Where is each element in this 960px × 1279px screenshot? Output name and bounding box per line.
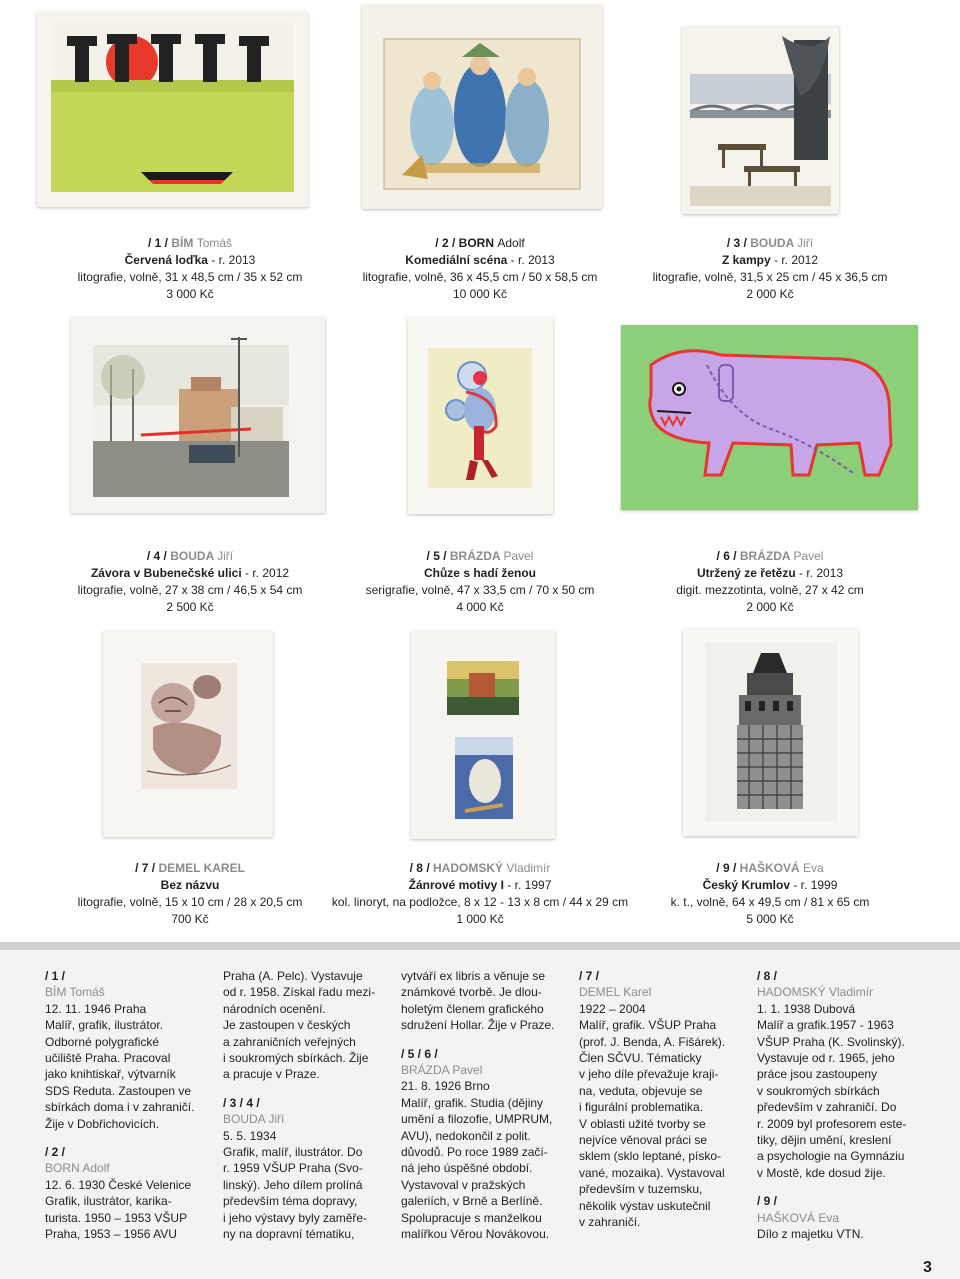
artwork-caption-4 <box>40 548 340 616</box>
artwork-title: Utržený ze řetězu <box>696 566 796 580</box>
bio-line: Žije v Dobřichovicích. <box>45 1116 160 1131</box>
author-first-name: KAREL <box>203 861 245 875</box>
bio-line: i jeho výstavy byly zaměře- <box>223 1210 368 1225</box>
bio-line: galeriích, v Brně a Berlíně. <box>401 1194 543 1209</box>
author-first-name: Jiří <box>217 549 234 563</box>
bio-line: 21. 8. 1926 Brno <box>401 1079 490 1094</box>
artwork-price: 2 000 Kč <box>746 600 794 614</box>
bio-column-2 <box>223 968 388 1243</box>
bio-line: a zahraničních veřejných <box>223 1034 356 1049</box>
author-surname: BORN <box>458 236 494 250</box>
artwork-year: r. 2013 <box>218 253 256 267</box>
bio-line: sbírkách doma i v zahraničí. <box>45 1100 195 1115</box>
artwork-image-4 <box>71 317 325 513</box>
bio-line: práce jsou zastoupeny <box>757 1067 878 1082</box>
author-surname: BOUDA <box>750 236 794 250</box>
artwork-heading: / 3 / BOUDA Jiří <box>726 236 814 250</box>
artwork-title: Žánrové motivy I <box>408 878 504 892</box>
artwork-caption-9 <box>620 860 920 928</box>
bio-line: 1922 – 2004 <box>579 1001 646 1016</box>
bio-line: holetým členem grafického <box>401 1001 544 1016</box>
bio-line: umění a filozofie, UMPRUM, <box>401 1112 553 1127</box>
artwork-technique: litografie, volně, 31,5 x 25 cm / 45 x 36,5 cm <box>652 270 888 284</box>
bio-line: ny na dopravní tématiku, <box>223 1227 355 1242</box>
artwork-heading: / 8 / HADOMSKÝ Vladimír <box>409 861 551 875</box>
artwork-image-5-drawing <box>408 318 553 514</box>
artwork-image-3 <box>682 26 839 214</box>
bio-line: především v zahraničí. Do <box>757 1100 897 1115</box>
artwork-title: Komediální scéna <box>405 253 508 267</box>
bio-line: především v tuzemsku, <box>579 1182 703 1197</box>
page-number: 3 <box>923 1259 932 1276</box>
bio-line: v zahraničí. <box>579 1215 641 1230</box>
bio-artist-name: BOUDA Jiří <box>223 1112 285 1127</box>
bio-line: Grafik, ilustrátor, karika- <box>45 1194 172 1209</box>
artwork-image-3-drawing <box>682 26 839 214</box>
bio-line: Praha, 1953 – 1956 AVU <box>45 1227 177 1242</box>
author-surname: BRÁZDA <box>739 549 791 563</box>
bio-line: tiky, dějin umění, kreslení <box>757 1133 892 1148</box>
bio-line: učiliště Praha. Pracoval <box>45 1051 171 1066</box>
artwork-image-2-drawing <box>362 5 602 209</box>
bio-line: vané, mozaika). Vystavoval <box>579 1165 725 1180</box>
bio-line: Malíř, grafik. VŠUP Praha <box>579 1018 717 1033</box>
bio-line: AVU), nedokončil z polit. <box>401 1128 531 1143</box>
artwork-price: 10 000 Kč <box>452 287 508 301</box>
bio-heading: / 7 / <box>579 969 600 983</box>
bio-heading: / 9 / <box>757 1194 778 1209</box>
artwork-image-9 <box>683 629 858 836</box>
bio-heading: / 1 / <box>45 969 66 983</box>
artwork-caption-7 <box>40 860 340 928</box>
artwork-technique: litografie, volně, 27 x 38 cm / 46,5 x 54 cm <box>77 583 303 597</box>
artwork-heading: / 7 / DEMEL KAREL <box>135 861 245 875</box>
bio-artist-name: BORN Adolf <box>45 1161 110 1176</box>
artwork-technique: litografie, volně, 36 x 45,5 cm / 50 x 58,5 cm <box>362 270 598 284</box>
bio-line: sdružení Hollar. Žije v Praze. <box>401 1018 555 1033</box>
bio-line: od r. 1958. Získal řadu mezi- <box>223 985 376 1000</box>
artwork-title-line: Komediální scéna - r. 2013 <box>405 253 555 267</box>
bio-line: Člen SČVU. Tématicky <box>579 1051 702 1066</box>
artwork-image-7-drawing <box>103 631 273 837</box>
bio-line: jako knihtiskař, výtvarník <box>45 1067 176 1082</box>
bio-line: v jeho díle převažuje kraji- <box>579 1067 719 1082</box>
bio-line: několik výstav uskutečnil <box>579 1198 711 1213</box>
bio-heading: / 5 / 6 / <box>401 1046 438 1061</box>
bio-line: ná jeho úspěšné období. <box>401 1161 533 1176</box>
bio-line: a pracuje v Praze. <box>223 1067 320 1082</box>
artwork-price: 2 500 Kč <box>166 600 214 614</box>
artwork-title-line: Žánrové motivy I - r. 1997 <box>408 878 552 892</box>
author-surname: HADOMSKÝ <box>433 861 504 875</box>
artwork-number: 7 <box>141 861 149 875</box>
artwork-year: r. 1997 <box>514 878 552 892</box>
bio-line: r. 1959 VŠUP Praha (Svo- <box>223 1161 363 1176</box>
bio-line: důvodů. Po roce 1989 začí- <box>401 1145 548 1160</box>
author-surname: BÍM <box>171 236 194 250</box>
artwork-image-1-drawing <box>37 12 308 207</box>
artwork-image-6-drawing <box>621 325 918 510</box>
author-surname: HAŠKOVÁ <box>739 861 800 875</box>
bio-line: Dílo z majetku VTN. <box>757 1227 864 1242</box>
artwork-title: Závora v Bubenečské ulici <box>90 566 242 580</box>
artwork-title: Červená loďka <box>124 253 208 267</box>
artwork-caption-1 <box>40 235 340 303</box>
artwork-number: 1 <box>154 236 162 250</box>
artwork-year: r. 2013 <box>518 253 555 267</box>
bio-line: Malíř a grafik.1957 - 1963 <box>757 1018 894 1033</box>
artwork-price: 700 Kč <box>171 912 209 926</box>
bio-artist-name: BÍM Tomáš <box>45 985 105 1000</box>
artwork-heading: / 2 / BORN Adolf <box>435 236 525 250</box>
author-first-name: Adolf <box>497 236 525 250</box>
bio-line: i figurální problematika. <box>579 1100 704 1115</box>
artwork-number: 8 <box>416 861 423 875</box>
bio-line: (prof. J. Benda, A. Fišárek). <box>579 1034 726 1049</box>
artwork-year: r. 1999 <box>800 878 838 892</box>
artwork-caption-6 <box>620 548 920 616</box>
artwork-title-line: Červená loďka - r. 2013 <box>124 253 256 267</box>
author-surname: DEMEL <box>158 861 201 875</box>
artwork-number: 3 <box>733 236 741 250</box>
bio-line: Je zastoupen v českých <box>223 1018 351 1033</box>
bio-line: malířkou Věrou Novákovou. <box>401 1227 550 1242</box>
artwork-image-1 <box>37 12 308 207</box>
artwork-heading: / 6 / BRÁZDA Pavel <box>716 549 824 563</box>
bio-line: VŠUP Praha (K. Svolinský). <box>757 1034 905 1049</box>
author-surname: BRÁZDA <box>449 549 501 563</box>
bio-line: Vystavuje od r. 1965, jeho <box>757 1051 895 1066</box>
bio-line: 1. 1. 1938 Dubová <box>757 1001 856 1016</box>
bio-line: 5. 5. 1934 <box>223 1128 277 1143</box>
artwork-title-line: Český Krumlov - r. 1999 <box>702 878 838 892</box>
bio-line: známkové tvorbě. Je dlou- <box>401 985 542 1000</box>
artwork-heading: / 1 / BÍM Tomáš <box>147 236 233 250</box>
biography-section-border <box>0 942 960 950</box>
bio-column-5 <box>757 968 922 1243</box>
author-surname: BOUDA <box>170 549 214 563</box>
bio-line: 12. 6. 1930 České Velenice <box>45 1177 192 1192</box>
bio-line: Grafik, malíř, ilustrátor. Do <box>223 1145 363 1160</box>
bio-line: Malíř, grafik. Studia (dějiny <box>401 1095 544 1110</box>
artwork-number: 5 <box>433 549 440 563</box>
bio-line: nejvíce věnoval práci se <box>579 1133 708 1148</box>
bio-line: Praha (A. Pelc). Vystavuje <box>223 969 363 983</box>
author-first-name: Eva <box>803 861 824 875</box>
artwork-technique: digit. mezzotinta, volně, 27 x 42 cm <box>676 583 864 597</box>
bio-heading: / 8 / <box>757 969 778 983</box>
artwork-caption-3 <box>620 235 920 303</box>
author-first-name: Pavel <box>793 549 824 563</box>
artwork-image-4-drawing <box>71 317 325 513</box>
artwork-number: 4 <box>153 549 161 563</box>
artwork-image-5 <box>408 318 553 514</box>
artwork-technique: k. t., volně, 64 x 49,5 cm / 81 x 65 cm <box>670 895 870 909</box>
bio-line: především téma dopravy, <box>223 1194 358 1209</box>
bio-heading: / 3 / 4 / <box>223 1095 260 1110</box>
artwork-number: 2 <box>441 236 449 250</box>
artwork-year: r. 2013 <box>806 566 844 580</box>
artwork-title-line: Utržený ze řetězu - r. 2013 <box>696 566 844 580</box>
artwork-title-line: Z kampy - r. 2012 <box>721 253 819 267</box>
author-first-name: Pavel <box>503 549 534 563</box>
artwork-image-6 <box>621 325 918 510</box>
artwork-caption-5 <box>330 548 630 616</box>
artwork-year: r. 2012 <box>252 566 290 580</box>
artwork-technique: serigrafie, volně, 47 x 33,5 cm / 70 x 50 cm <box>365 583 595 597</box>
artwork-technique: kol. linoryt, na podložce, 8 x 12 - 13 x 8 cm / 44 x 29 cm <box>331 895 629 909</box>
bio-line: Vystavoval v pražských <box>401 1177 526 1192</box>
artwork-price: 5 000 Kč <box>746 912 794 926</box>
bio-line: v Mostě, kde dosud žije. <box>757 1165 886 1180</box>
author-first-name: Vladimír <box>506 861 551 875</box>
artwork-caption-8 <box>330 860 630 928</box>
bio-line: a psychologie na Gymnáziu <box>757 1149 905 1164</box>
artwork-image-8 <box>411 631 555 839</box>
bio-line: národních ocenění. <box>223 1001 326 1016</box>
bio-line: linský). Jeho dílem prolíná <box>223 1177 363 1192</box>
bio-artist-name: DEMEL Karel <box>579 985 652 1000</box>
bio-column-1 <box>45 968 210 1243</box>
artwork-caption-2 <box>330 235 630 303</box>
bio-line: Odborné polygrafické <box>45 1034 160 1049</box>
bio-line: i soukromých sbírkách. Žije <box>223 1051 369 1066</box>
bio-line: v soukromých sbírkách <box>757 1083 880 1098</box>
artwork-image-2 <box>362 5 602 209</box>
bio-heading: / 2 / <box>45 1145 66 1160</box>
artwork-title: Chůze s hadí ženou <box>423 566 536 580</box>
artwork-price: 3 000 Kč <box>166 287 214 301</box>
bio-line: r. 2009 byl profesorem este- <box>757 1116 907 1131</box>
artwork-heading: / 5 / BRÁZDA Pavel <box>426 549 534 563</box>
bio-line: 12. 11. 1946 Praha <box>45 1001 147 1016</box>
artwork-price: 4 000 Kč <box>456 600 504 614</box>
author-first-name: Jiří <box>797 236 814 250</box>
bio-artist-name: HADOMSKÝ Vladimír <box>757 985 874 1000</box>
artwork-number: 9 <box>722 861 730 875</box>
bio-line: na, veduta, objevuje se <box>579 1083 703 1098</box>
artwork-heading: / 4 / BOUDA Jiří <box>146 549 234 563</box>
bio-line: V oblasti užité tvorby se <box>579 1116 706 1131</box>
bio-artist-name: HAŠKOVÁ Eva <box>757 1210 840 1225</box>
bio-line: Spolupracuje s manželkou <box>401 1210 542 1225</box>
bio-column-4 <box>579 968 744 1231</box>
bio-line: vytváří ex libris a věnuje se <box>401 969 546 983</box>
artwork-technique: litografie, volně, 15 x 10 cm / 28 x 20,5 cm <box>77 895 303 909</box>
bio-line: turista. 1950 – 1953 VŠUP <box>45 1210 188 1225</box>
author-first-name: Tomáš <box>196 236 233 250</box>
artwork-price: 1 000 Kč <box>456 912 504 926</box>
bio-artist-name: BRÁZDA Pavel <box>401 1063 483 1078</box>
bio-line: Malíř, grafik, ilustrátor. <box>45 1018 164 1033</box>
artwork-technique: litografie, volně, 31 x 48,5 cm / 35 x 52 cm <box>77 270 303 284</box>
artwork-title-line: Závora v Bubenečské ulici - r. 2012 <box>90 566 290 580</box>
bio-line: sklem (sklo leptané, písko- <box>579 1149 722 1164</box>
artwork-number: 6 <box>723 549 730 563</box>
artwork-price: 2 000 Kč <box>746 287 794 301</box>
artwork-image-9-drawing <box>683 629 858 836</box>
bio-column-3 <box>401 968 566 1243</box>
artwork-heading: / 9 / HAŠKOVÁ Eva <box>716 861 824 875</box>
artwork-title: Z kampy <box>721 253 771 267</box>
artwork-title: Český Krumlov <box>702 878 790 892</box>
bio-line: SDS Reduta. Zastoupen ve <box>45 1083 192 1098</box>
artwork-image-8-drawing <box>411 631 555 839</box>
artwork-year: r. 2012 <box>781 253 819 267</box>
artwork-image-7 <box>103 631 273 837</box>
artwork-title: Bez názvu <box>160 878 220 892</box>
